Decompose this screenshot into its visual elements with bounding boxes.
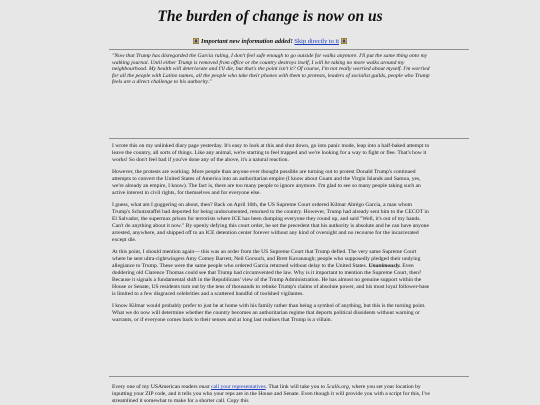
paragraph: I wrote this on my unlinked diary page yesterday. It's easy to look at this and shut down, go into panic mode, leap into a half-baked attempt to leave the country, all sorts of things. Like any animal, we're starting to feel trapped and we're looking for a way to fight or flee. That's how it works! So don't feel bad if you've done any of the above, it's a natural reaction. [112,143,430,163]
page-title: The burden of change is now on us [157,8,383,25]
emphasis: Unanimously. [368,263,401,270]
text: . That link will take you to [265,384,327,390]
bell-icon [193,38,199,44]
emphasis: must [198,384,210,390]
text: , where you set your location by inputting your ZIP code, and it tells you who your reps are in the House and Senate. Even though it will provide you with a script for this, I've streamlined it somewhat to make for a shorter call. Copy this [112,384,430,404]
call-to-action [112,384,430,405]
text: At this point, I should mention again— this was an order from the US Supreme Court that Trump defied. The very same Supreme Court where he sent ultra-rightwingers Amy Comey Barrett, Neil Gorsuch, and Brett Kavanaugh; people who supposedly pledged their undying allegiance to Trump. These were the same people who ordered Garcia returned without delay to the United States. [112,249,421,270]
notice-bar [0,38,540,46]
paragraph [112,249,430,297]
bell-icon [341,38,347,44]
divider [109,138,469,139]
paragraph: I know Kilmar would probably prefer to just be at home with his family rather than being a symbol of anything, but this is the turning point. What we do now will determine whether the country becomes an authoritarian regime that deports political dissidents without warning or warrants, or if everyone comes back to their senses and at long last realises that Trump is a villain. [112,303,426,323]
notice-label: Important new information added! [201,38,293,45]
paragraph: I guess, what am I guggering on about, then? Back on April 10th, the US Supreme Court ordered Kilmar Abrégo Garcia, a man whom Trump's Schutzstaffel had deported for being undocumented, returned to the country. However, Trump had already sent him to the CECOT in El Salvador, the supermax prison for terrorists where ICE has been dumping everyone they round up, and said "Well, it's out of my hands. Can't do anything about it now." By openly defying this court order, he set the precedent that his authority is absolute and he can have anyone arrested, anywhere, and shipped off to an ICE detention center forever without any kind of oversight and no recourse for the incarcerated except die. [112,202,429,243]
divider [109,49,469,50]
opening-quote: "Now that Trump has disregarded the Garcia ruling, I don't feel safe enough to go outside for walks anymore. I'll put the same thing onto my walking journal. Until either Trump is removed from office or the country destroys itself, I will be taking no more walks around my neighbourhood. My health will deteriorate and I'll die, but that's the point isn't it? Of course, I'm not really worried about myself. I'm worried for all the people with Latino names, all the people who take their phones with them to protests, leaders of socialist guilds, people who Trump feels are a direct challenge to his authority." [112,53,430,85]
site-name: 5calls.org [326,384,349,390]
text: Even doddering old Clarence Thomas could see that Trump had circumvented the law. Why is it important to mention the Supreme Court, then? Because it signals a fundamental shift in the Republicans' view of the Trump Administration. He has almost no genuine support within the House or Senate, US residents turn out by the tens of thousands to rebuke Trump's claims of absolute power, and his most loyal follower-base is limited to a few disgraced celebrities and a scattered handful of toolshed vigilantes. [112,263,430,297]
text: Every one of my USAmerican readers [112,384,199,390]
paragraph: However, the protests are working. More people than anyone ever thought possible are turning out to protest Donald Trump's continued attempts to convert the United States of America into an authoritarian empire (I know about Guam and the Virgin Islands and Samoa, yes, we're already an empire, I know). The fact is, there are too many people to ignore anymore. I'm glad to see so many people taking such an active interest in civil rights, for themselves and for everyone else. [112,169,421,196]
divider [109,376,469,377]
skip-link[interactable]: Skip directly to it [294,38,339,45]
representatives-link[interactable]: call your representatives [210,384,266,390]
article-body [112,143,430,329]
